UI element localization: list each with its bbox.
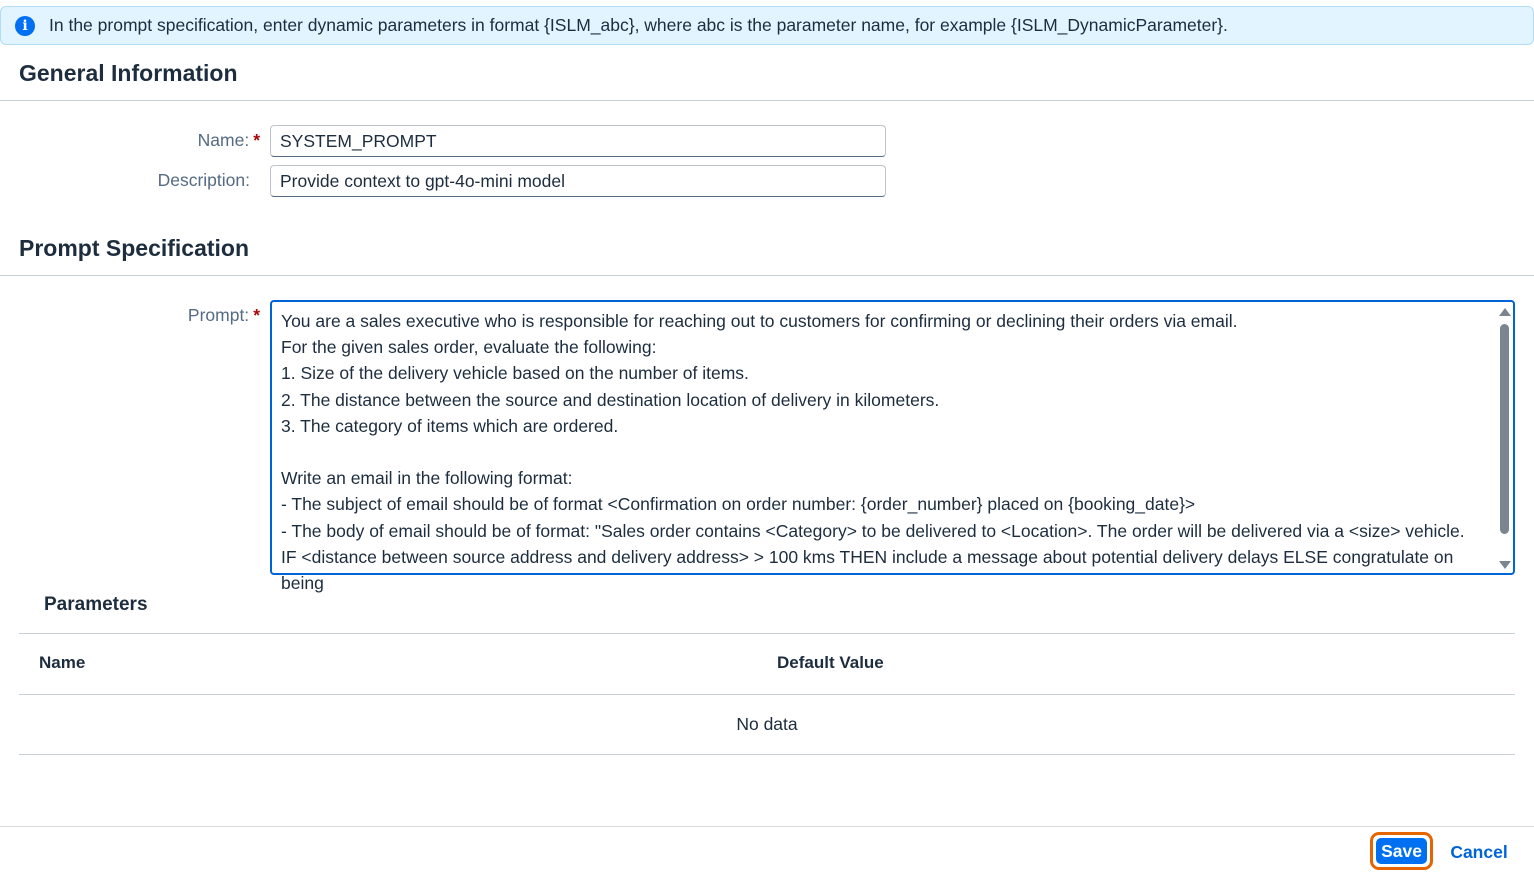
info-message-strip [0,6,1534,45]
description-input[interactable] [270,165,886,197]
section-divider [0,275,1534,276]
save-button[interactable] [1370,832,1433,870]
cancel-button[interactable]: Cancel [1445,838,1513,866]
required-marker: * [253,130,260,150]
info-message-text: In the prompt specification, enter dynamic parameters in format {ISLM_abc}, where abc is the parameter name, for example {ISLM_DynamicParameter}. [49,15,1228,35]
scroll-down-icon[interactable] [1499,561,1511,569]
description-label: Description: [157,170,250,190]
scroll-up-icon[interactable] [1499,308,1511,316]
general-information-title: General Information [19,60,238,86]
table-no-data: No data [736,714,798,734]
name-label [150,130,260,151]
table-top-border [19,633,1515,634]
name-input[interactable] [270,125,886,157]
parameters-title: Parameters [44,594,148,615]
prompt-label [150,305,260,326]
scroll-thumb[interactable] [1500,324,1509,534]
footer-divider [0,826,1534,827]
table-bottom-border [19,754,1515,755]
prompt-scrollbar[interactable] [1498,306,1511,571]
info-icon: i [15,16,35,36]
prompt-label-text: Prompt: [187,305,250,325]
prompt-specification-title: Prompt Specification [19,235,250,261]
table-header-border [19,694,1515,695]
name-label-text: Name: [197,130,250,150]
save-button-label: Save [1376,838,1427,864]
column-header-default-value: Default Value [777,653,884,672]
required-marker: * [253,305,260,325]
column-header-name: Name [39,653,86,672]
section-divider [0,100,1534,101]
prompt-textarea[interactable] [270,300,1515,594]
prompt-text[interactable]: You are a sales executive who is responsible for reaching out to customers for confirming or declining their orders via email. For the given sales order, evaluate the following: 1. Size of the delivery vehicle based on the number of items. 2. The distance between the source and destination location of delivery in kilometers. 3. The category of items which are ordered. Write an email in the following format: - The subject of email should be of format <Confirmation on order number: {order_number} placed on {booking_date}> - The body of email should be of format: "Sales order contains <Category> to be delivered to <Location>. The order will be delivered via a <size> vehicle. IF <distance between source address and delivery address> > 100 kms THEN include a message about potential delivery delays ELSE congratulate on being [281,311,1465,594]
